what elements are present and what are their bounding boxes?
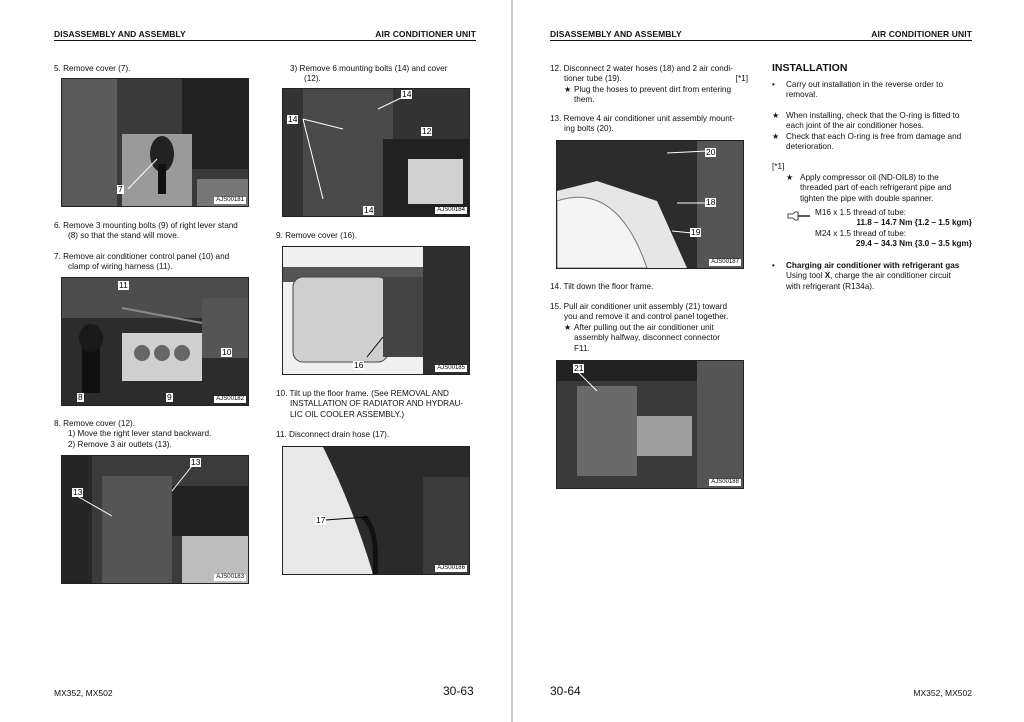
star-icon: ★ — [564, 322, 572, 332]
photo-ac-unit — [557, 361, 743, 488]
step-9 — [276, 231, 357, 241]
step-11 — [276, 430, 389, 440]
step-12-line1: 12. Disconnect 2 water hoses (18) and 2 air condi- — [550, 64, 733, 73]
photo-ajs00183 — [61, 455, 249, 584]
step-15-line2: you and remove it and control panel together. — [564, 312, 729, 322]
callout-10: 10 — [222, 347, 232, 357]
step-5 — [54, 64, 130, 74]
step-12-note1: Plug the hoses to prevent dirt from entering — [574, 84, 732, 94]
step-6-line1: 6. Remove 3 mounting bolts (9) of right lever stand — [54, 221, 238, 230]
callout-14b: 14 — [402, 89, 412, 99]
callout-21: 21 — [574, 363, 584, 373]
install-4-line1: Apply compressor oil (ND-OIL8) to the — [800, 173, 939, 182]
torque-1-label: M16 x 1.5 thread of tube: — [815, 208, 907, 217]
star-icon: ★ — [772, 111, 780, 120]
photo-code: AJS00182 — [216, 396, 244, 402]
step-14 — [550, 282, 653, 292]
callout-19: 19 — [691, 227, 701, 237]
photo-cab-cover — [62, 79, 248, 206]
left-page — [0, 0, 511, 722]
install-5-line1a: Using tool — [786, 271, 825, 281]
bullet: • — [772, 80, 775, 89]
step-8-line1: 8. Remove cover (12). — [54, 419, 135, 428]
photo-mounting-bolts — [283, 89, 469, 216]
step-10 — [276, 389, 463, 420]
install-2-line1: When installing, check that the O-ring is fitted to — [786, 111, 960, 120]
step-11-text: 11. Disconnect drain hose (17). — [276, 430, 390, 439]
callout-18: 18 — [706, 197, 716, 207]
photo-code: AJS00184 — [437, 207, 465, 213]
footer-model: MX352, MX502 — [54, 688, 113, 698]
install-1-line2: removal. — [786, 90, 818, 100]
bullet: • — [772, 261, 775, 270]
header-right: AIR CONDITIONER UNIT — [375, 29, 476, 39]
install-4-line3: tighten the pipe with double spanner. — [800, 193, 934, 203]
photo-ajs00185 — [282, 246, 470, 375]
step-8-3 — [290, 64, 447, 85]
installation-title: INSTALLATION — [772, 62, 848, 74]
install-2-line2: each joint of the air conditioner hoses. — [786, 121, 924, 131]
step-12-line2: tioner tube (19). — [564, 74, 622, 84]
photo-control-panel — [62, 278, 248, 405]
wrench-icon — [787, 208, 811, 226]
photo-ajs00188 — [556, 360, 744, 489]
install-step-2 — [772, 111, 972, 153]
callout-14a: 14 — [288, 114, 298, 124]
step-7 — [54, 252, 229, 273]
photo-code: AJS00181 — [216, 197, 244, 203]
step-8-line3: 2) Remove 3 air outlets (13). — [68, 439, 172, 449]
callout-11: 11 — [119, 280, 128, 290]
step-15-note2: assembly halfway, disconnect connector — [574, 333, 720, 343]
star-icon: ★ — [786, 173, 794, 182]
install-step-1 — [772, 80, 972, 101]
step-8-line2: 1) Move the right lever stand backward. — [68, 429, 212, 439]
header-rule — [54, 40, 476, 41]
step-7-line1: 7. Remove air conditioner control panel (10) and — [54, 252, 230, 261]
step-14-text: 14. Tilt down the floor frame. — [550, 282, 654, 291]
install-step-4 — [786, 173, 972, 204]
callout-8: 8 — [78, 392, 83, 402]
footer-model: MX352, MX502 — [913, 688, 972, 698]
torque-2-label: M24 x 1.5 thread of tube: — [815, 229, 907, 238]
header-left: DISASSEMBLY AND ASSEMBLY — [54, 29, 186, 39]
step-15-note3: F11. — [574, 343, 590, 353]
callout-13a: 13 — [73, 487, 83, 497]
step-13-line1: 13. Remove 4 air conditioner unit assembly mount- — [550, 114, 735, 123]
torque-1-value: 11.8 – 14.7 Nm {1.2 – 1.5 kgm} — [856, 218, 972, 227]
photo-code: AJS00187 — [711, 259, 739, 265]
page-number: 30-63 — [443, 684, 474, 698]
install-1-line1: Carry out installation in the reverse order to — [786, 80, 944, 89]
photo-code: AJS00188 — [711, 479, 739, 485]
callout-7: 7 — [118, 184, 123, 194]
step-10-line1: 10. Tilt up the floor frame. (See REMOVAL AND — [276, 389, 449, 398]
callout-20: 20 — [706, 147, 716, 157]
photo-floor-cover — [283, 247, 469, 374]
photo-code: AJS00183 — [216, 574, 244, 580]
photo-code: AJS00186 — [437, 565, 465, 571]
tool-x: X — [824, 271, 831, 281]
step-9-text: 9. Remove cover (16). — [276, 231, 357, 240]
callout-17: 17 — [316, 515, 326, 525]
install-3-line2: deterioration. — [786, 142, 834, 152]
step-6-line2: (8) so that the stand will move. — [68, 231, 180, 241]
right-page — [513, 0, 1024, 722]
step-6 — [54, 221, 238, 242]
step-10-line3: LIC OIL COOLER ASSEMBLY.) — [290, 409, 405, 419]
callout-14c: 14 — [364, 205, 374, 215]
step-7-line2: clamp of wiring harness (11). — [68, 262, 173, 272]
step-15 — [550, 302, 728, 354]
step-8-3-line2: (12). — [304, 74, 321, 84]
step-12-note2: them. — [574, 95, 595, 105]
photo-ajs00187 — [556, 140, 744, 269]
charging-title: Charging air conditioner with refrigerant gas — [786, 261, 960, 270]
callout-9: 9 — [167, 392, 172, 402]
photo-code: AJS00185 — [437, 365, 465, 371]
step-12-ref: [*1] — [735, 74, 748, 84]
photo-ajs00186 — [282, 446, 470, 575]
install-5-line2: with refrigerant (R134a). — [786, 281, 875, 291]
step-8 — [54, 419, 211, 450]
photo-ajs00184 — [282, 88, 470, 217]
install-5-line1b: , charge the air conditioner circuit — [830, 271, 951, 281]
header-rule — [550, 40, 972, 41]
photo-drain-hose — [283, 447, 469, 574]
ref-1: [*1] — [772, 162, 785, 171]
step-10-line2: INSTALLATION OF RADIATOR AND HYDRAU- — [290, 399, 464, 409]
install-3-line1: Check that each O-ring is free from damage and — [786, 131, 962, 141]
photo-ajs00182 — [61, 277, 249, 406]
step-8-3-line1: 3) Remove 6 mounting bolts (14) and cover — [290, 64, 448, 73]
torque-2-value: 29.4 – 34.3 Nm {3.0 – 3.5 kgm} — [855, 239, 972, 248]
step-13 — [550, 114, 735, 135]
step-5-text: 5. Remove cover (7). — [54, 64, 131, 73]
callout-12: 12 — [422, 126, 432, 136]
star-icon: ★ — [564, 84, 572, 94]
step-12 — [550, 64, 750, 106]
install-4-line2: threaded part of each refrigerant pipe and — [800, 183, 952, 193]
callout-13b: 13 — [191, 457, 201, 467]
callout-16: 16 — [354, 360, 364, 370]
header-right: AIR CONDITIONER UNIT — [871, 29, 972, 39]
photo-ajs00181 — [61, 78, 249, 207]
step-13-line2: ing bolts (20). — [564, 124, 614, 134]
step-15-line1: 15. Pull air conditioner unit assembly (21) toward — [550, 302, 728, 311]
install-step-5 — [772, 261, 977, 292]
star-icon: ★ — [772, 131, 780, 141]
photo-air-outlets — [62, 456, 248, 583]
page-number: 30-64 — [550, 684, 581, 698]
step-15-note1: After pulling out the air conditioner unit — [574, 322, 714, 332]
header-left: DISASSEMBLY AND ASSEMBLY — [550, 29, 682, 39]
